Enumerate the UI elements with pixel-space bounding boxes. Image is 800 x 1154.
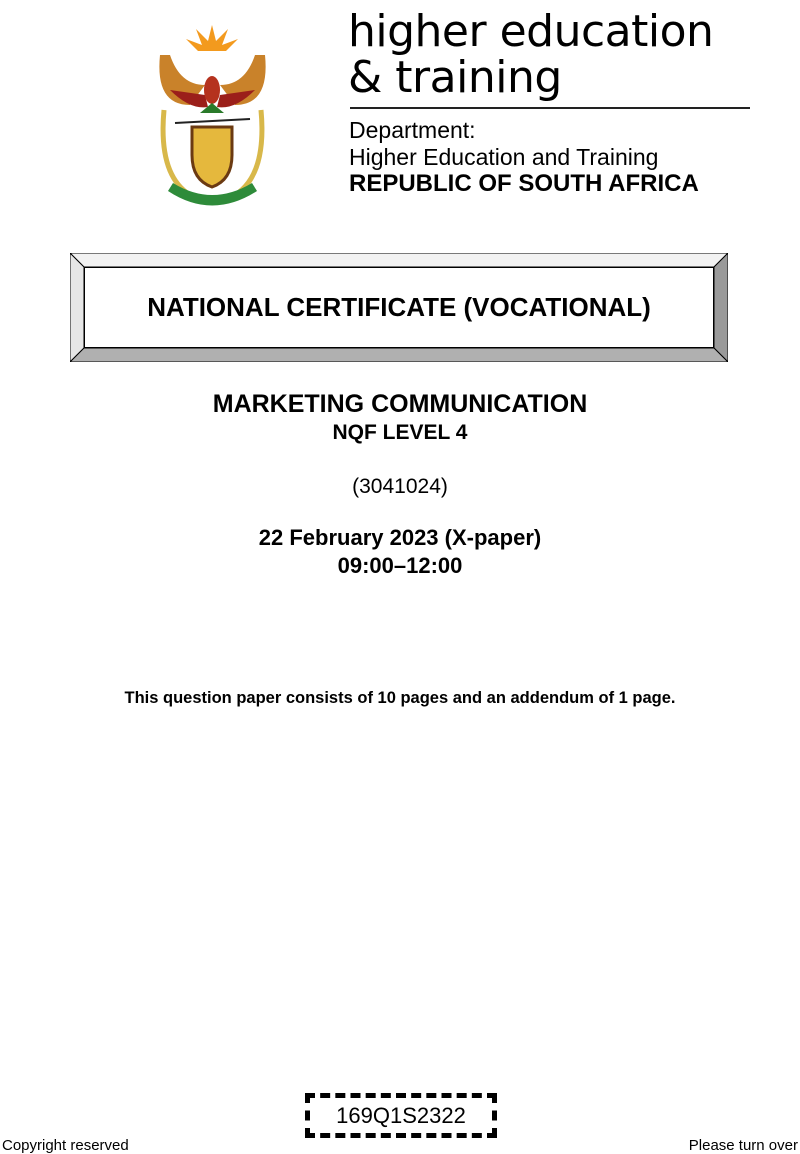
footer-turn-over: Please turn over: [688, 1137, 798, 1154]
brand-line-2: & training: [348, 52, 562, 103]
exam-date: 22 February 2023 (X-paper): [258, 525, 542, 550]
paper-id: 169Q1S2322: [336, 1102, 466, 1128]
brand-line-1: higher education: [348, 6, 714, 57]
department-name: Higher Education and Training: [349, 144, 659, 170]
nqf-level: NQF LEVEL 4: [332, 421, 468, 444]
coat-of-arms-logo: [150, 15, 275, 215]
subject-title: MARKETING COMMUNICATION: [212, 390, 588, 418]
page-info: This question paper consists of 10 pages and an addendum of 1 page.: [124, 689, 676, 707]
department-label: Department:: [349, 117, 476, 143]
country-name: REPUBLIC OF SOUTH AFRICA: [349, 170, 699, 197]
footer-copyright: Copyright reserved: [2, 1137, 129, 1154]
header-divider: [350, 107, 750, 109]
subject-code: (3041024): [352, 475, 448, 498]
exam-time: 09:00–12:00: [337, 553, 463, 578]
paper-id-box: [305, 1093, 497, 1138]
certificate-title: NATIONAL CERTIFICATE (VOCATIONAL): [84, 267, 714, 348]
